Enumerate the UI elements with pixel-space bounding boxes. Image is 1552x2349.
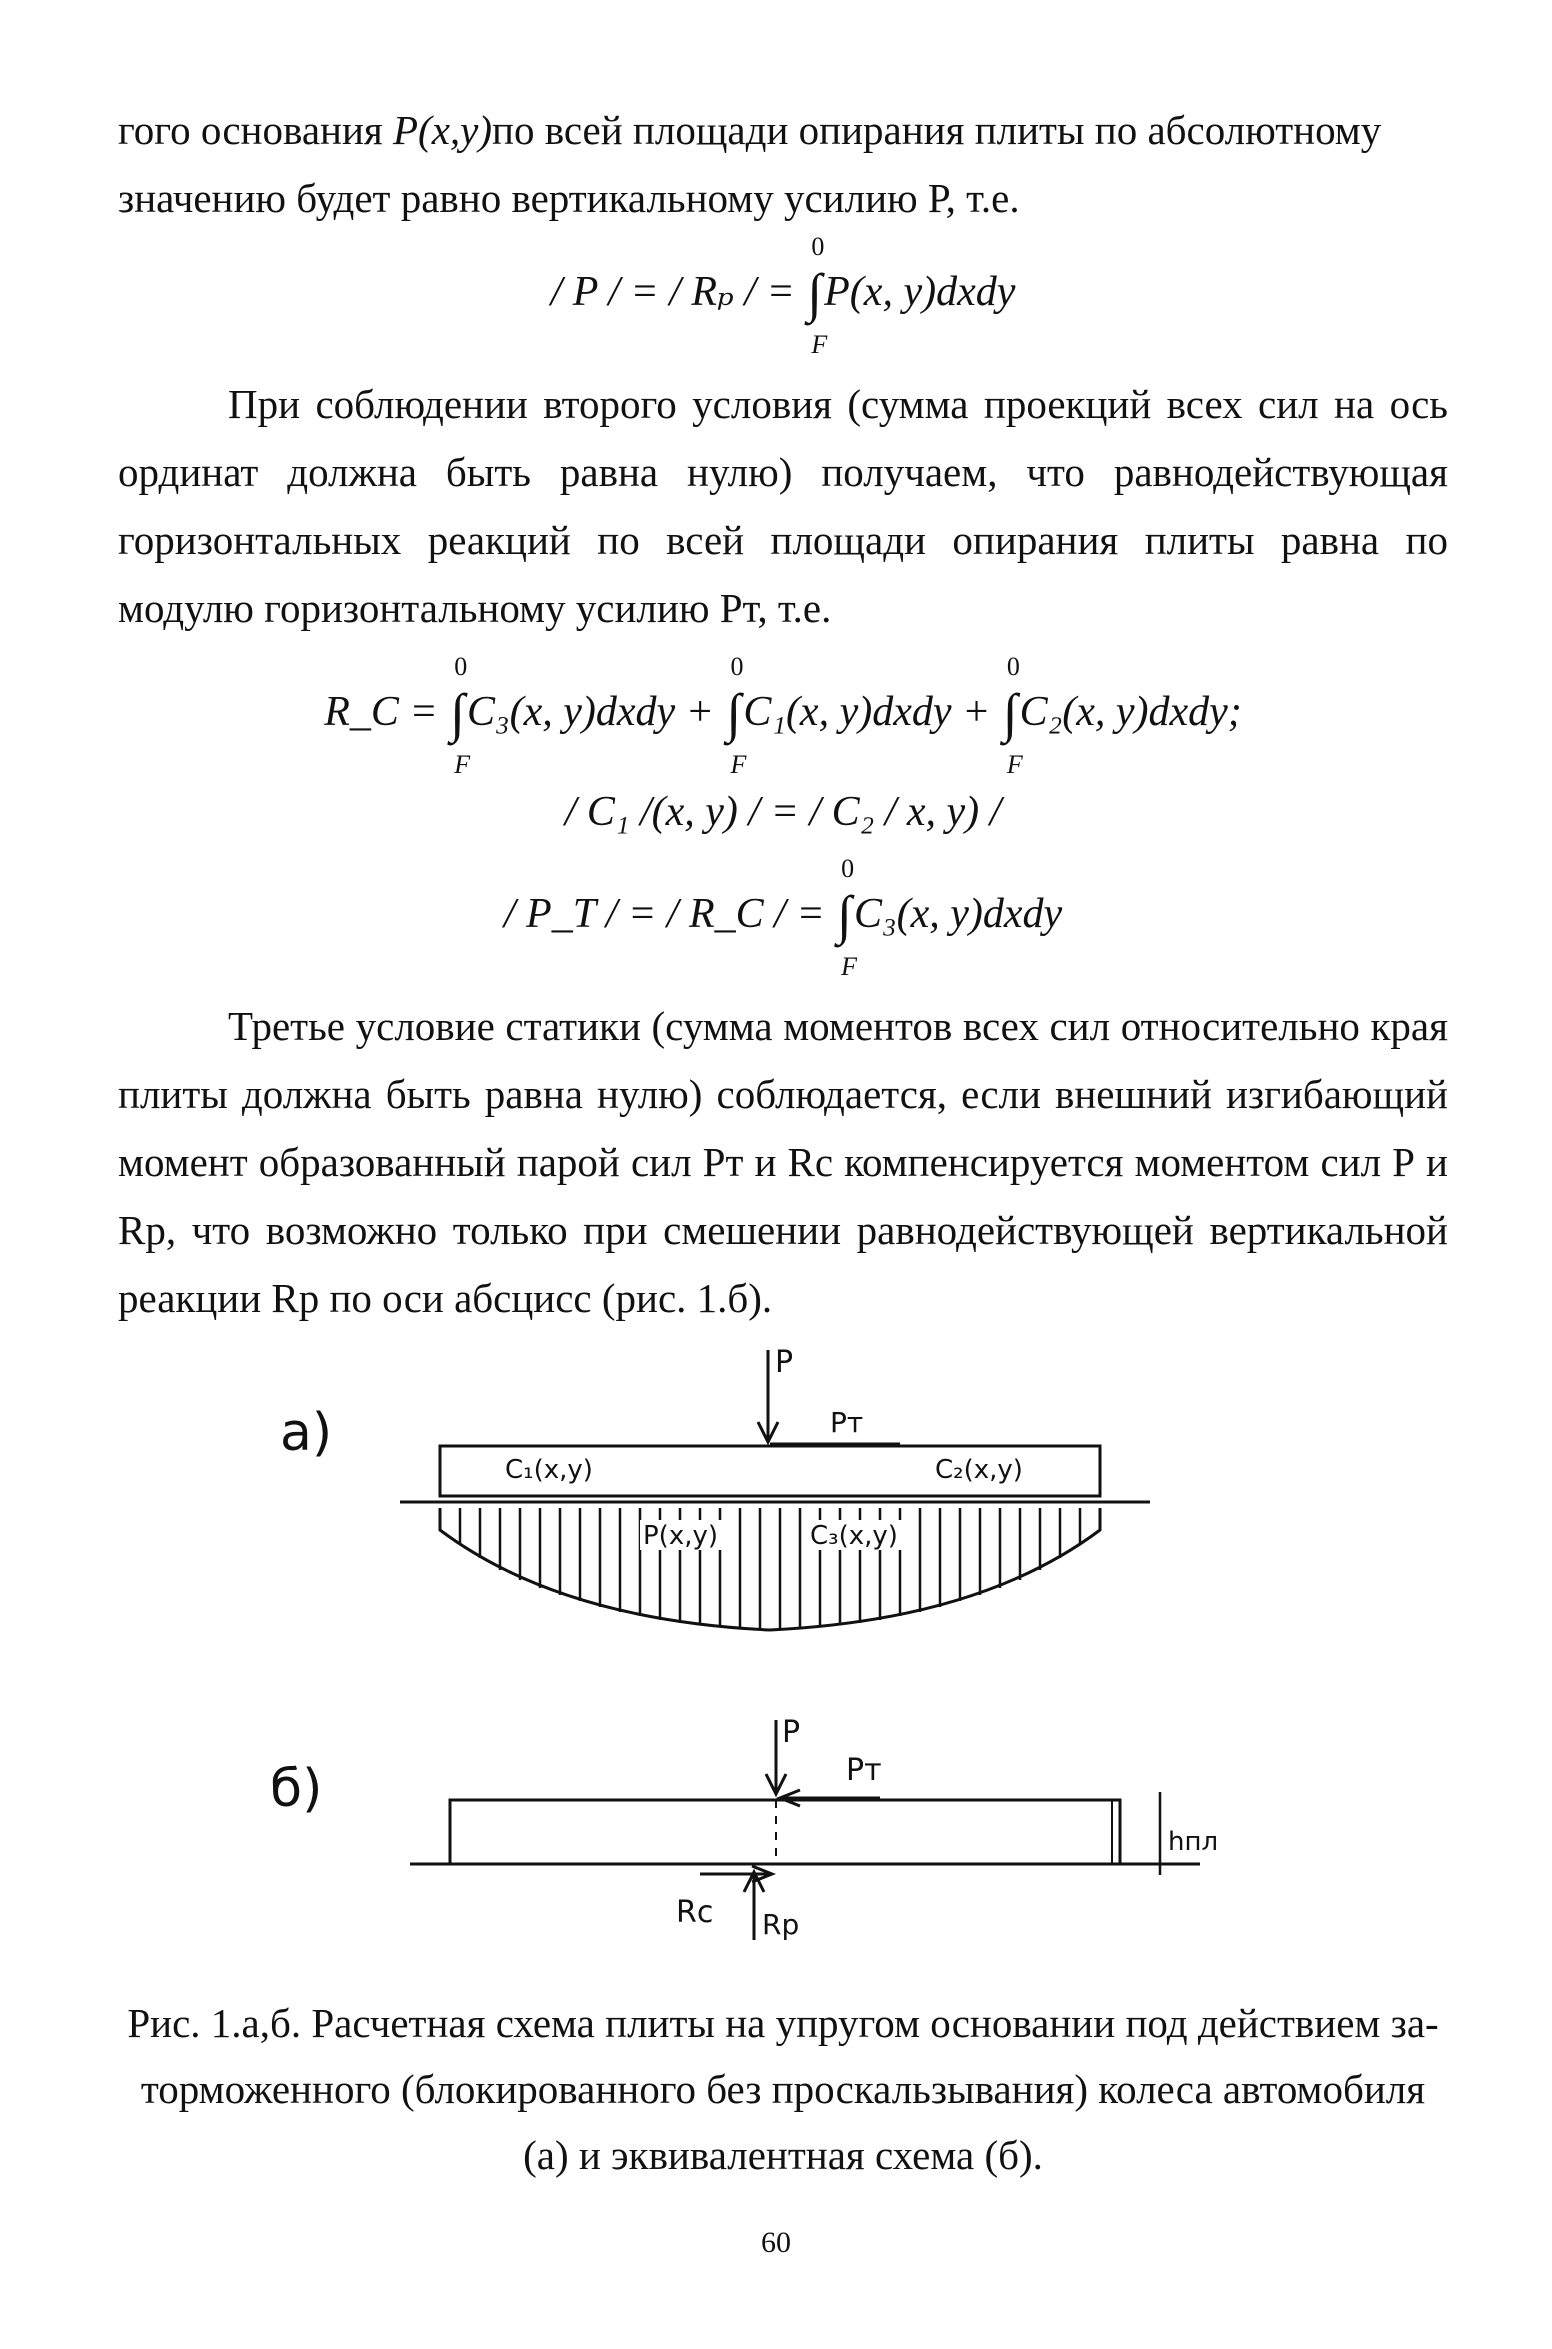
formula-3 (118, 788, 1448, 858)
formula-3-text: / C₁ /(x, y) / = / C₂ / x, y) / (564, 789, 1002, 835)
p1-text-a: гого основания (118, 107, 394, 153)
integral-upper-limit: 0 (841, 854, 855, 883)
paragraph-2: При соблюдении второго условия (сумма проекций всех сил на ось ординат должна быть равна нулю) получаем, что равнодействующая горизонтальных реакций по всей площади опирания плиты равна по модулю горизонтальному усилию Рт, т.е. (118, 381, 1448, 631)
integral-upper-limit: 0 (1006, 652, 1020, 681)
integral-upper-limit: 0 (454, 652, 468, 681)
caption-line-1: Рис. 1.а,б. Расчетная схема плиты на упругом основании под действием за- (127, 2000, 1439, 2046)
paragraph-3: Третье условие статики (сумма моментов всех сил относительно края плиты должна быть равна нулю) соблюдается, если внешний изгибающий момент образованный парой сил Рт и Rс компенсируется моментом сил Р и Rр, что возможно только при смешении равнодействующей вертикальной реакции Rр по оси абсцисс (рис. 1.б). (118, 1003, 1448, 1321)
figure-caption (118, 1990, 1448, 2188)
integral-lower-limit: F (841, 952, 858, 981)
caption-line-2: торможенного (блокированного без проскальзывания) колеса автомобиля (140, 2066, 1426, 2112)
integral-upper-limit: 0 (730, 652, 744, 681)
label-pxy: P(x,y) (643, 1521, 719, 1551)
plate-b (450, 1800, 1120, 1864)
label-rp: Rp (762, 1908, 800, 1941)
label-c3: C₃(x,y) (810, 1521, 898, 1551)
label-h: hпл (1168, 1827, 1219, 1857)
formula-4 (118, 854, 1448, 984)
integral-sign: ∫ (837, 885, 852, 945)
figure-label-a: а) (280, 1403, 333, 1463)
pressure-hatch-lines (460, 1508, 1080, 1629)
p1-text-b: по всей площади опирания плиты по абсолютному (492, 107, 1382, 153)
integral-upper-limit: 0 (811, 232, 825, 261)
label-c1: C₁(x,y) (505, 1455, 593, 1485)
integral-sign: ∫ (726, 683, 742, 743)
page-number: 60 (761, 2226, 791, 2259)
label-p-b: P (782, 1715, 801, 1750)
figure-diagram (0, 1330, 1552, 1970)
integral-lower-limit: F (811, 330, 828, 359)
formula-4-left: / P_T / = / R_C / = (503, 891, 825, 937)
integral-2b (726, 652, 747, 779)
formula-4-integrand: C₃(x, y)dxdy (853, 891, 1063, 937)
label-c2: C₂(x,y) (935, 1455, 1023, 1485)
page-content (118, 96, 1448, 1332)
p1-math: P(x,y) (393, 107, 493, 153)
integral-sign: ∫ (1002, 683, 1018, 743)
integral-sign: ∫ (807, 263, 823, 323)
paragraph-1 (118, 96, 1448, 232)
p1-text-line2: значению будет равно вертикальному усилию Р, т.е. (118, 175, 1020, 221)
integral-4 (837, 854, 858, 981)
formula-2 (118, 652, 1448, 779)
formula-2-left: R_C = (324, 689, 438, 735)
integral-lower-limit: F (454, 750, 471, 779)
formula-2-term-1: C₃(x, y)dxdy + (467, 689, 715, 735)
label-p-a: P (775, 1345, 794, 1380)
formula-1-left: / P / = / Rₚ / = (550, 269, 795, 315)
formula-2-term-2: C₁(x, y)dxdy + (743, 689, 991, 735)
caption-line-3: (а) и эквивалентная схема (б). (523, 2132, 1043, 2178)
formula-1 (118, 232, 1448, 362)
label-pt-b: Pт (846, 1753, 882, 1788)
formula-2-term-3: C₂(x, y)dxdy; (1019, 689, 1242, 735)
formula-1-integrand: P(x, y)dxdy (824, 269, 1016, 315)
integral-2c (1002, 652, 1023, 779)
figure-label-b: б) (270, 1759, 323, 1819)
label-rc: Rc (676, 1895, 714, 1930)
label-pt-a: Pт (830, 1406, 864, 1439)
integral-2a (450, 652, 471, 779)
integral-lower-limit: F (730, 750, 747, 779)
integral-sign: ∫ (450, 683, 466, 743)
integral-lower-limit: F (1006, 750, 1023, 779)
integral-1 (807, 232, 828, 359)
